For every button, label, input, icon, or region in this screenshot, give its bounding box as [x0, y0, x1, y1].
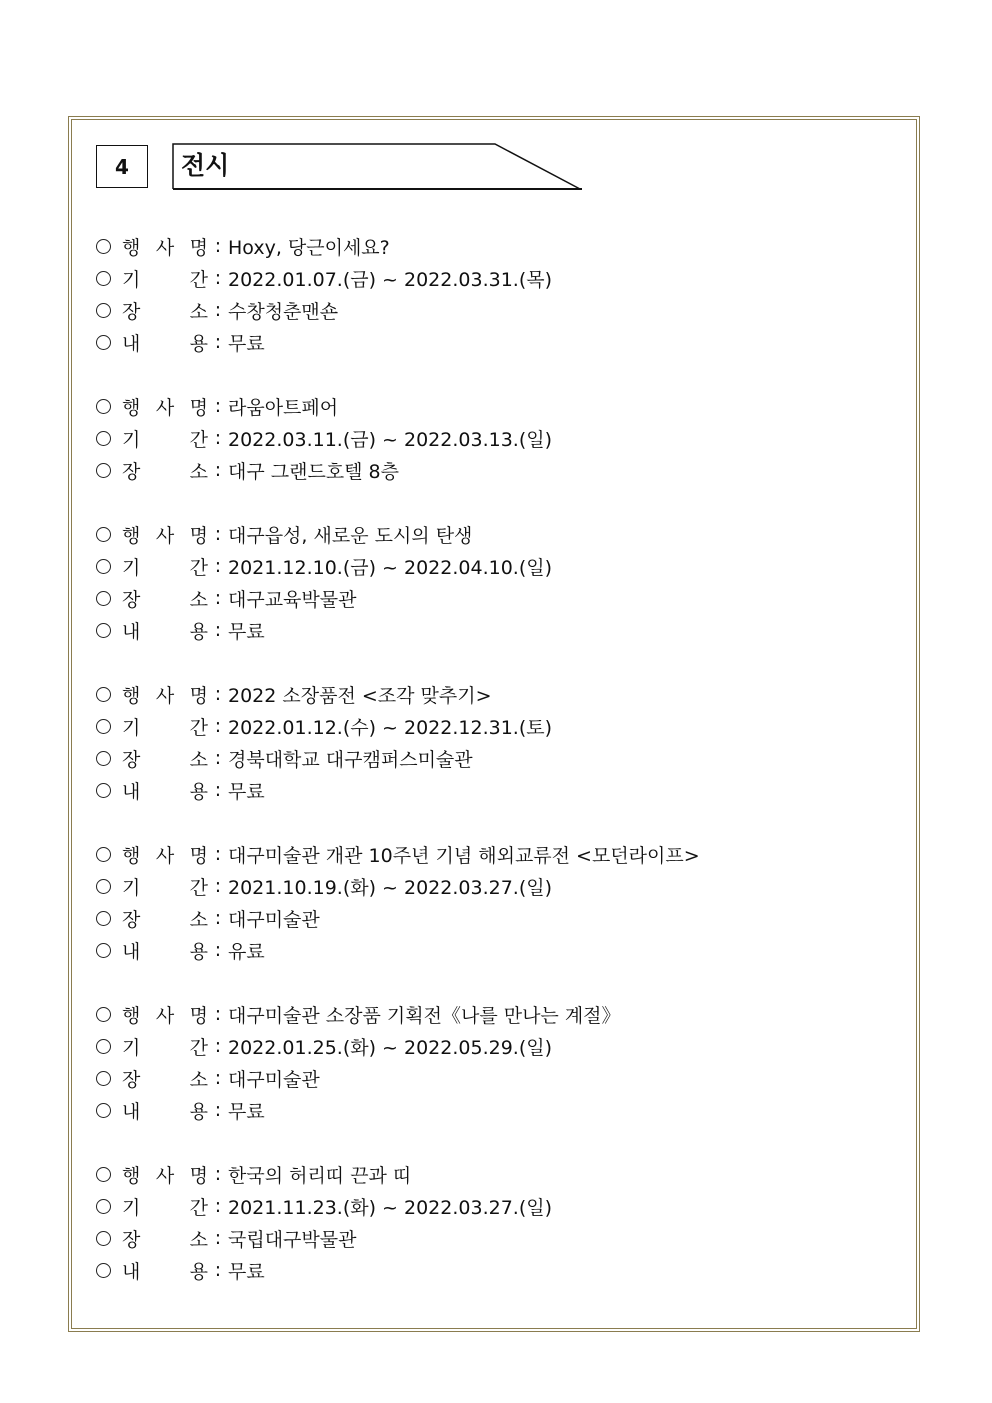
colon-separator: : — [214, 875, 222, 897]
event-period-label: 기 간 — [122, 556, 208, 579]
event-place-label: 장 소 — [122, 1068, 208, 1091]
event-name-row — [94, 518, 894, 550]
event-name-value: 대구미술관 개관 10주년 기념 해외교류전 <모던라이프> — [228, 844, 700, 867]
event-name-label: 행 사 명 — [122, 1004, 208, 1027]
circle-bullet-icon — [96, 943, 111, 958]
event-content-label: 내 용 — [122, 332, 208, 355]
event-item — [94, 518, 894, 646]
event-name-row — [94, 838, 894, 870]
event-name-label: 행 사 명 — [122, 524, 208, 547]
event-period-value: 2022.01.12.(수) ~ 2022.12.31.(토) — [228, 716, 553, 739]
colon-separator: : — [214, 683, 222, 705]
colon-separator: : — [214, 715, 222, 737]
event-period-label: 기 간 — [122, 268, 208, 291]
event-content-value: 무료 — [228, 1100, 265, 1123]
colon-separator: : — [214, 395, 222, 417]
event-period-row — [94, 262, 894, 294]
event-content-value: 무료 — [228, 620, 265, 643]
event-place-value: 경북대학교 대구캠퍼스미술관 — [228, 748, 473, 771]
event-item — [94, 1158, 894, 1286]
event-content-label: 내 용 — [122, 1100, 208, 1123]
event-name-label: 행 사 명 — [122, 844, 208, 867]
event-name-label: 행 사 명 — [122, 1164, 208, 1187]
event-place-label: 장 소 — [122, 460, 208, 483]
event-content-label: 내 용 — [122, 780, 208, 803]
circle-bullet-icon — [96, 847, 111, 862]
event-place-value: 대구미술관 — [228, 908, 320, 931]
event-period-label: 기 간 — [122, 716, 208, 739]
event-content-value: 무료 — [228, 1260, 265, 1283]
event-place-value: 대구교육박물관 — [228, 588, 357, 611]
circle-bullet-icon — [96, 431, 111, 446]
event-place-row — [94, 454, 894, 486]
section-title-frame — [172, 143, 584, 191]
circle-bullet-icon — [96, 527, 111, 542]
circle-bullet-icon — [96, 911, 111, 926]
colon-separator: : — [214, 907, 222, 929]
event-period-value: 2022.03.11.(금) ~ 2022.03.13.(일) — [228, 428, 553, 451]
circle-bullet-icon — [96, 1263, 111, 1278]
event-list — [94, 230, 894, 1318]
colon-separator: : — [214, 459, 222, 481]
event-name-row — [94, 390, 894, 422]
event-period-label: 기 간 — [122, 1196, 208, 1219]
event-place-value: 국립대구박물관 — [228, 1228, 357, 1251]
colon-separator: : — [214, 555, 222, 577]
colon-separator: : — [214, 1099, 222, 1121]
event-period-label: 기 간 — [122, 876, 208, 899]
colon-separator: : — [214, 939, 222, 961]
circle-bullet-icon — [96, 335, 111, 350]
event-name-label: 행 사 명 — [122, 684, 208, 707]
event-place-label: 장 소 — [122, 908, 208, 931]
circle-bullet-icon — [96, 879, 111, 894]
event-content-value: 유료 — [228, 940, 265, 963]
event-name-label: 행 사 명 — [122, 236, 208, 259]
event-place-value: 대구 그랜드호텔 8층 — [228, 460, 399, 483]
section-title-box — [172, 143, 584, 191]
colon-separator: : — [214, 331, 222, 353]
event-place-row — [94, 294, 894, 326]
circle-bullet-icon — [96, 1039, 111, 1054]
event-name-row — [94, 1158, 894, 1190]
circle-bullet-icon — [96, 399, 111, 414]
section-number: 4 — [96, 145, 148, 188]
event-name-row — [94, 998, 894, 1030]
colon-separator: : — [214, 1067, 222, 1089]
event-period-row — [94, 870, 894, 902]
circle-bullet-icon — [96, 1071, 111, 1086]
event-name-value: 2022 소장품전 <조각 맞추기> — [228, 684, 492, 707]
event-place-label: 장 소 — [122, 748, 208, 771]
colon-separator: : — [214, 1003, 222, 1025]
event-content-row — [94, 326, 894, 358]
event-period-value: 2022.01.25.(화) ~ 2022.05.29.(일) — [228, 1036, 553, 1059]
event-period-value: 2021.12.10.(금) ~ 2022.04.10.(일) — [228, 556, 553, 579]
event-period-row — [94, 1190, 894, 1222]
event-period-label: 기 간 — [122, 1036, 208, 1059]
colon-separator: : — [214, 747, 222, 769]
colon-separator: : — [214, 523, 222, 545]
circle-bullet-icon — [96, 719, 111, 734]
event-content-row — [94, 614, 894, 646]
colon-separator: : — [214, 779, 222, 801]
event-period-value: 2021.11.23.(화) ~ 2022.03.27.(일) — [228, 1196, 553, 1219]
event-item — [94, 390, 894, 486]
circle-bullet-icon — [96, 751, 111, 766]
circle-bullet-icon — [96, 687, 111, 702]
event-period-row — [94, 550, 894, 582]
circle-bullet-icon — [96, 783, 111, 798]
event-period-row — [94, 710, 894, 742]
event-content-label: 내 용 — [122, 620, 208, 643]
event-period-row — [94, 422, 894, 454]
section-title: 전시 — [181, 151, 230, 180]
event-place-label: 장 소 — [122, 588, 208, 611]
colon-separator: : — [214, 299, 222, 321]
event-place-label: 장 소 — [122, 300, 208, 323]
circle-bullet-icon — [96, 239, 111, 254]
event-place-value: 대구미술관 — [228, 1068, 320, 1091]
colon-separator: : — [214, 235, 222, 257]
circle-bullet-icon — [96, 271, 111, 286]
event-content-row — [94, 774, 894, 806]
event-place-value: 수창청춘맨숀 — [228, 300, 339, 323]
event-place-row — [94, 742, 894, 774]
event-name-value: 한국의 허리띠 끈과 띠 — [228, 1164, 412, 1187]
event-name-label: 행 사 명 — [122, 396, 208, 419]
event-name-row — [94, 678, 894, 710]
event-place-row — [94, 1222, 894, 1254]
event-content-row — [94, 934, 894, 966]
event-item — [94, 998, 894, 1126]
event-content-label: 내 용 — [122, 940, 208, 963]
event-period-value: 2022.01.07.(금) ~ 2022.03.31.(목) — [228, 268, 553, 291]
event-place-label: 장 소 — [122, 1228, 208, 1251]
event-period-label: 기 간 — [122, 428, 208, 451]
colon-separator: : — [214, 1163, 222, 1185]
event-content-value: 무료 — [228, 780, 265, 803]
event-name-value: 라움아트페어 — [228, 396, 339, 419]
event-item — [94, 678, 894, 806]
event-period-row — [94, 1030, 894, 1062]
circle-bullet-icon — [96, 1231, 111, 1246]
event-period-value: 2021.10.19.(화) ~ 2022.03.27.(일) — [228, 876, 553, 899]
circle-bullet-icon — [96, 1103, 111, 1118]
circle-bullet-icon — [96, 1167, 111, 1182]
colon-separator: : — [214, 619, 222, 641]
event-place-row — [94, 1062, 894, 1094]
circle-bullet-icon — [96, 1199, 111, 1214]
colon-separator: : — [214, 267, 222, 289]
event-name-row — [94, 230, 894, 262]
circle-bullet-icon — [96, 559, 111, 574]
circle-bullet-icon — [96, 303, 111, 318]
colon-separator: : — [214, 1259, 222, 1281]
event-place-row — [94, 902, 894, 934]
event-content-label: 내 용 — [122, 1260, 208, 1283]
event-name-value: 대구미술관 소장품 기획전《나를 만나는 계절》 — [228, 1004, 621, 1027]
event-content-row — [94, 1094, 894, 1126]
colon-separator: : — [214, 427, 222, 449]
colon-separator: : — [214, 843, 222, 865]
circle-bullet-icon — [96, 623, 111, 638]
circle-bullet-icon — [96, 463, 111, 478]
event-item — [94, 230, 894, 358]
colon-separator: : — [214, 1035, 222, 1057]
event-content-value: 무료 — [228, 332, 265, 355]
colon-separator: : — [214, 1227, 222, 1249]
event-content-row — [94, 1254, 894, 1286]
circle-bullet-icon — [96, 1007, 111, 1022]
event-place-row — [94, 582, 894, 614]
circle-bullet-icon — [96, 591, 111, 606]
event-item — [94, 838, 894, 966]
event-name-value: Hoxy, 당근이세요? — [228, 236, 390, 259]
colon-separator: : — [214, 1195, 222, 1217]
event-name-value: 대구읍성, 새로운 도시의 탄생 — [228, 524, 473, 547]
colon-separator: : — [214, 587, 222, 609]
